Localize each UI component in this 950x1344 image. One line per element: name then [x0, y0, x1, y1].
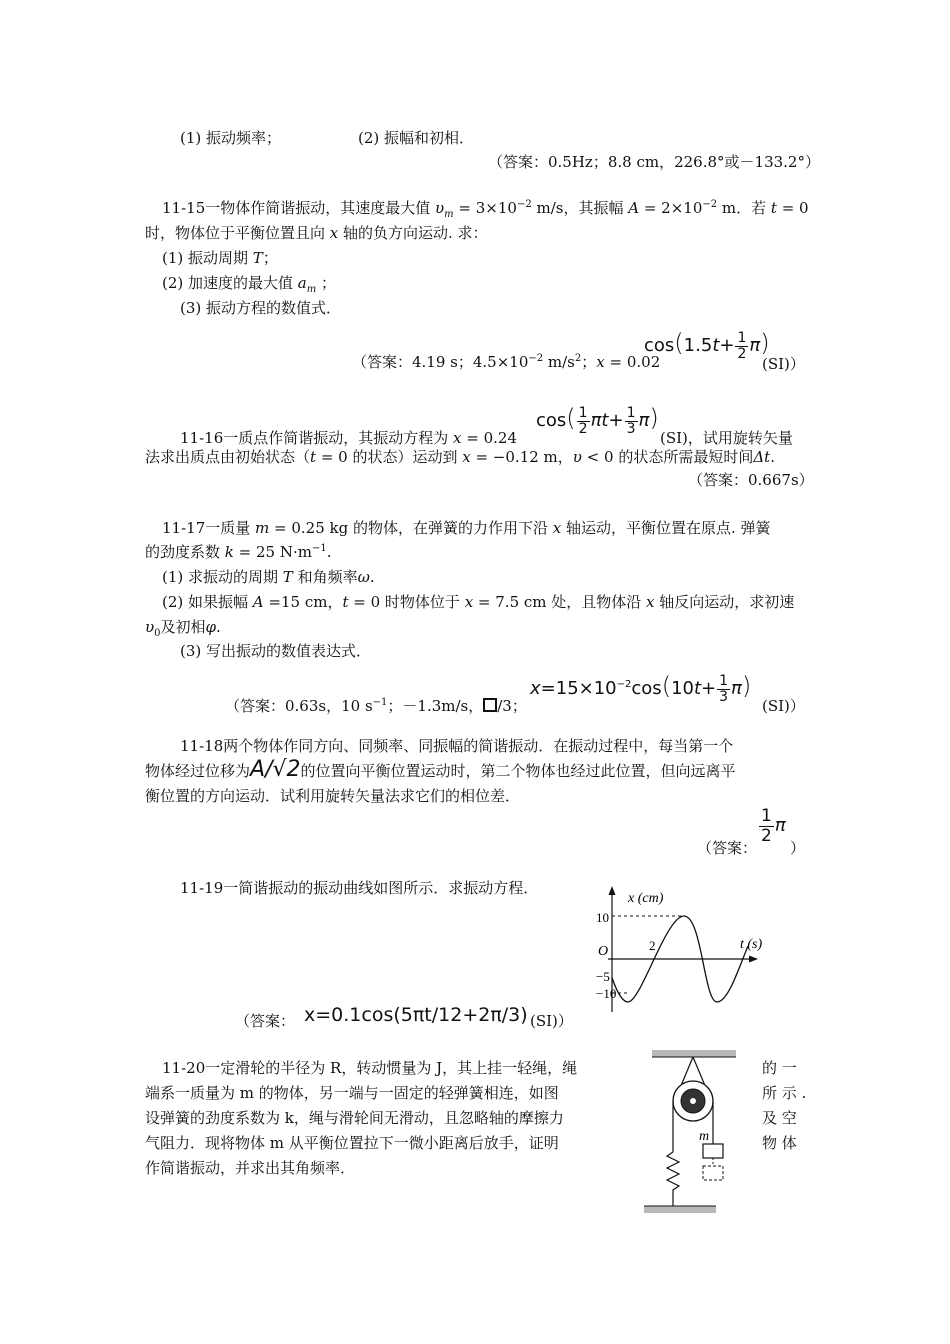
- vibration-curve-figure: [596, 880, 768, 1018]
- p14-question-1: (1) 振动频率；: [180, 129, 282, 147]
- p16-line-1a: 11-16一质点作简谐振动，其振动方程为 x = 0.24: [180, 429, 518, 447]
- p15-answer: （答案：4.19 s；$4.5\times 10^{-2}$ $m/s^2$；x = 0.02: [352, 353, 661, 371]
- x-axis-label: t (s): [740, 937, 763, 952]
- p17-line-1: 11-17一质量 m = 0.25 kg 的物体，在弹簧的力作用下沿 x 轴运动，平衡位置在原点. 弹簧: [162, 519, 771, 537]
- p15-question-3: (3) 振动方程的数值式．: [180, 299, 342, 317]
- x-tick-2: 2: [649, 938, 656, 953]
- p17-question-1: (1) 求振动的周期 T 和角频率ω.: [162, 568, 375, 586]
- p18-line-3: 衡位置的方向运动．试利用旋转矢量法求它们的相位差．: [145, 787, 521, 805]
- p18-answer-open: （答案：: [697, 839, 758, 857]
- mass-displaced-dashed: [703, 1166, 723, 1180]
- p15-question-1: (1) 振动周期 T；: [162, 249, 278, 267]
- y-tick-minus-5: −5: [596, 969, 610, 984]
- p20-line-5: 作简谐振动，并求出其角频率．: [145, 1159, 356, 1177]
- pulley-spring-figure: [636, 1046, 748, 1222]
- p17-question-2-cont: $\upsilon_0$及初相φ.: [145, 618, 221, 639]
- p17-question-3: (3) 写出振动的数值表达式．: [180, 642, 372, 660]
- p20-line-2-right: 所 示 .: [762, 1084, 807, 1102]
- p15-equation: cos(1.5t+ $\frac{1}{2}$ π): [644, 329, 770, 362]
- p16-line-1b: (SI)，试用旋转矢量: [660, 429, 793, 447]
- floor: [644, 1206, 716, 1213]
- p20-line-1-right: 的 一: [762, 1059, 797, 1077]
- p18-line-2: 物体经过位移为A/√2的位置向平衡位置运动时，第二个物体也经过此位置，但向远离平: [145, 757, 736, 782]
- p17-line-2: 的劲度系数 k = 25 $N\cdot m^{-1}$.: [145, 543, 332, 561]
- p20-line-1: 11-20一定滑轮的半径为 R，转动惯量为 J，其上挂一轻绳，绳: [162, 1059, 578, 1077]
- p18-line-1: 11-18两个物体作同方向、同频率、同振幅的简谐振动．在振动过程中，每当第一个: [180, 737, 734, 755]
- p17-answer: （答案：0.63s，10 $s^{-1}$；－1.3m/s， /3；: [225, 697, 527, 715]
- x-axis-arrow-icon: [749, 956, 758, 963]
- p19-number: 11-19: [180, 879, 224, 897]
- p15-line-2: 时，物体位于平衡位置且向 x 轴的负方向运动. 求：: [145, 224, 488, 242]
- ceiling: [652, 1050, 736, 1057]
- p15-number: 11-15: [162, 199, 206, 217]
- p19-answer-open: （答案：: [235, 1012, 296, 1030]
- mass-label: m: [699, 1129, 710, 1144]
- p17-number: 11-17: [162, 519, 206, 537]
- mass-block: [703, 1144, 723, 1158]
- p20-line-2: 端系一质量为 m 的物体，另一端与一固定的轻弹簧相连，如图: [145, 1084, 559, 1102]
- y-tick-minus-10: −10: [596, 986, 617, 1001]
- y-axis-arrow-icon: [609, 886, 616, 895]
- p18-answer-fraction: $\frac{1}{2}$ π: [761, 805, 786, 846]
- p20-line-4-right: 物 体: [762, 1134, 797, 1152]
- p18-number: 11-18: [180, 737, 224, 755]
- p20-line-3: 设弹簧的劲度系数为 k，绳与滑轮间无滑动，且忽略轴的摩擦力: [145, 1109, 564, 1127]
- p17-question-2: (2) 如果振幅 A =15 cm，t = 0 时物体位于 x = 7.5 cm 处，且物体沿 x 轴反向运动，求初速: [162, 593, 795, 611]
- y-axis-label: x (cm): [628, 891, 664, 906]
- p16-number: 11-16: [180, 429, 224, 447]
- p19-answer-si: (SI)）: [530, 1012, 573, 1030]
- p16-line-2: 法求出质点由初始状态（t = 0 的状态）运动到 x = −0.12 m，υ < 0 的状态所需最短时间Δt.: [145, 448, 775, 466]
- y-tick-10: 10: [596, 910, 609, 925]
- p20-line-4: 气阻力．现将物体 m 从平衡位置拉下一微小距离后放手，证明: [145, 1134, 559, 1152]
- p19-line-1: 11-19一简谐振动的振动曲线如图所示．求振动方程．: [180, 879, 539, 897]
- missing-glyph-box-icon: [483, 698, 497, 712]
- p20-line-3-right: 及 空: [762, 1109, 797, 1127]
- p15-answer-si: (SI)）: [762, 355, 805, 373]
- p17-equation: $x=15\times 10^{-2}\cos(10t+$ $\frac{1}{3}$ π): [530, 672, 752, 705]
- p17-answer-si: (SI)）: [762, 697, 805, 715]
- p16-answer: （答案：0.667s）: [688, 471, 814, 489]
- p14-answer: （答案：0.5Hz；8.8 cm，226.8°或－133.2°）: [488, 153, 820, 171]
- pulley-axle: [690, 1098, 696, 1104]
- p18-displacement-fraction: A/√2: [250, 757, 301, 782]
- p16-equation: cos( $\frac{1}{2}$ πt+ $\frac{1}{3}$ π): [536, 404, 659, 437]
- p15-line-1: 11-15一物体作简谐振动，其速度最大值 $\upsilon_m = 3\times 10^{-2}$ m/s，其振幅 $A = 2\times 10^{-2}$ m．若 t = 0: [162, 199, 809, 220]
- spring: [667, 1152, 679, 1206]
- p20-number: 11-20: [162, 1059, 206, 1077]
- p18-answer-close: ）: [790, 839, 806, 857]
- p19-answer-equation: x=0.1cos(5πt/12+2π/3): [304, 1004, 528, 1026]
- p14-question-2: (2) 振幅和初相．: [358, 129, 475, 147]
- p15-question-2: (2) 加速度的最大值 $a_m$ ；: [162, 274, 337, 295]
- origin-label: O: [598, 944, 609, 959]
